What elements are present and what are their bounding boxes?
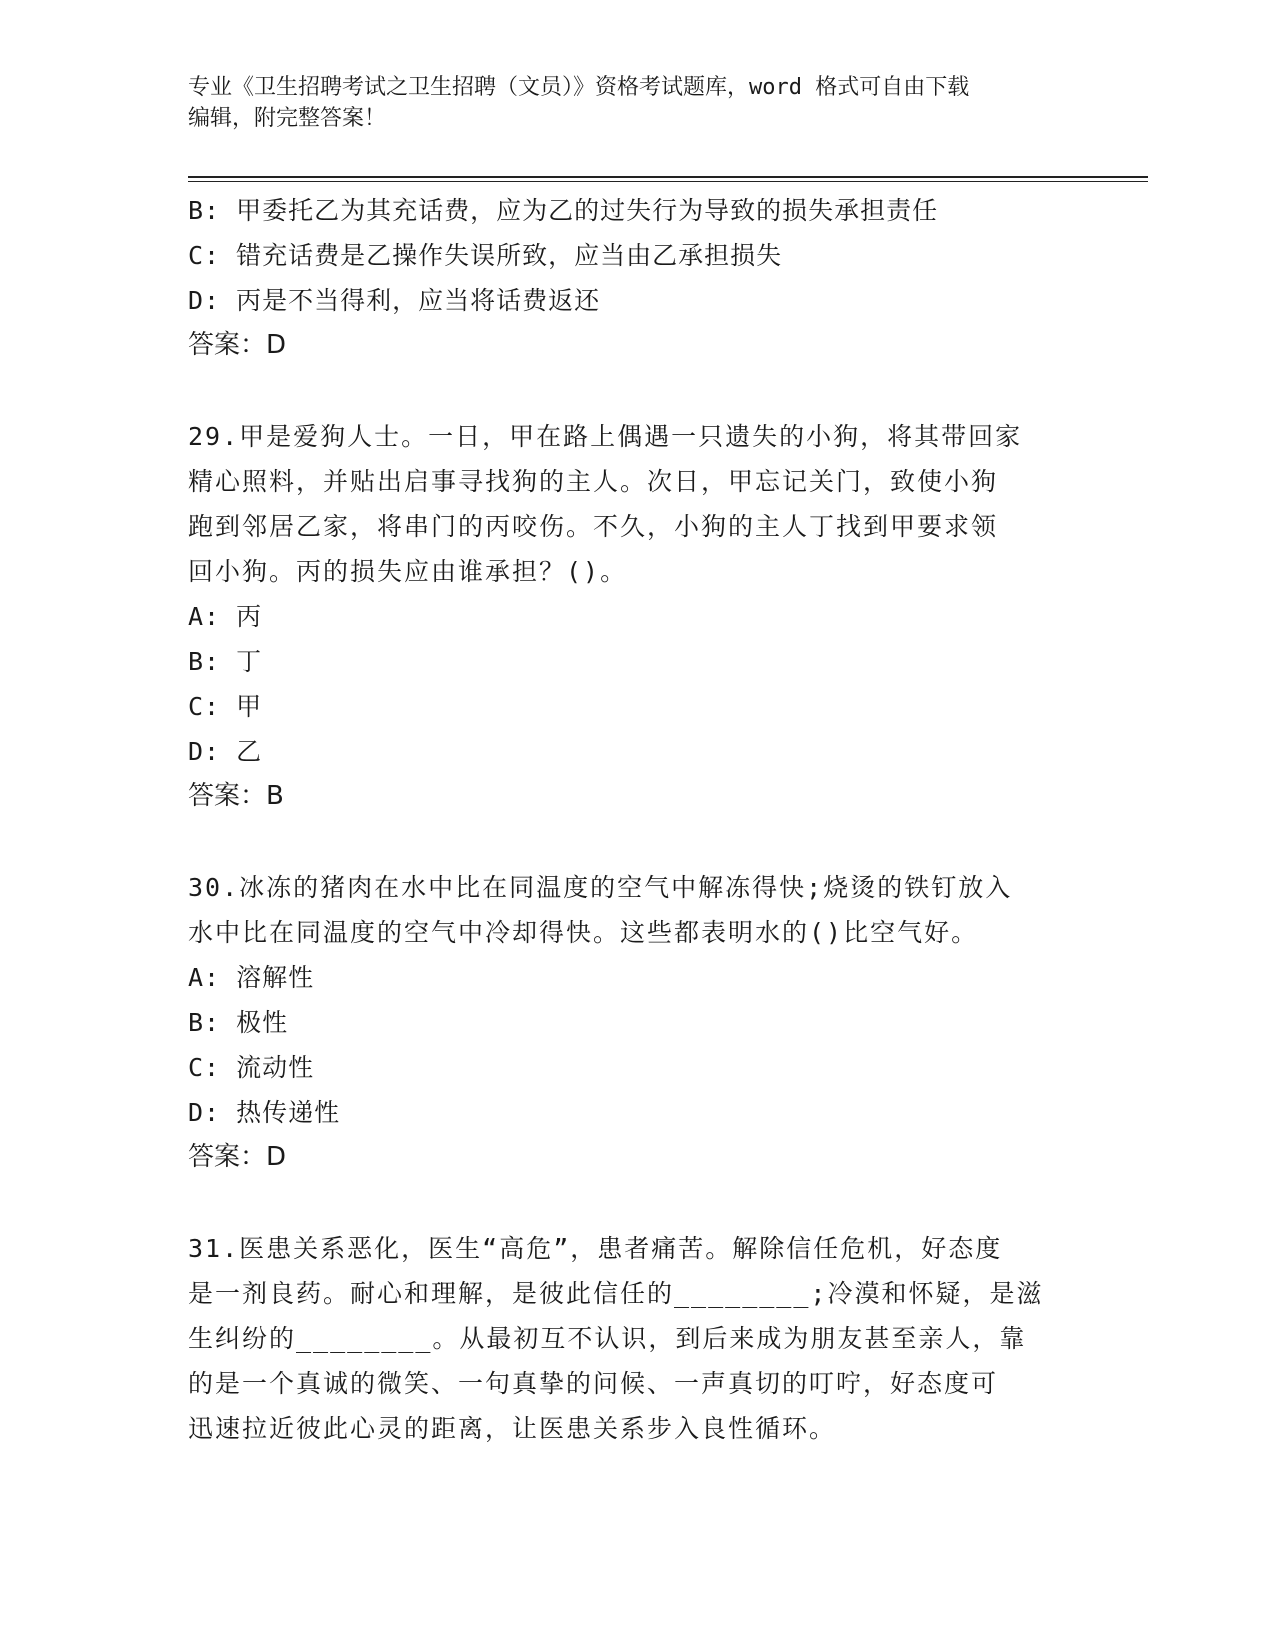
stem-line: 回小狗。丙的损失应由谁承担？()。 [188, 557, 628, 586]
option-d: D: 热传递性 [188, 1098, 341, 1127]
stem-line: 的是一个真诚的微笑、一句真挚的问候、一声真切的叮咛，好态度可 [188, 1369, 999, 1398]
option-c: C: 错充话费是乙操作失误所致，应当由乙承担损失 [188, 241, 783, 270]
option-b: B: 极性 [188, 1008, 289, 1037]
header-line-2: 编辑，附完整答案！ [188, 106, 387, 131]
header-divider [188, 176, 1148, 182]
answer: 答案：D [188, 1142, 287, 1172]
question-list [188, 188, 1088, 1451]
stem-line: 31.医患关系恶化，医生“高危”，患者痛苦。解除信任危机，好态度 [188, 1234, 1003, 1263]
answer: 答案：B [188, 781, 284, 811]
stem-line: 是一剂良药。耐心和理解，是彼此信任的________;冷漠和怀疑，是滋 [188, 1279, 1044, 1308]
option-d: D: 丙是不当得利，应当将话费返还 [188, 286, 601, 315]
stem-line: 30.冰冻的猪肉在水中比在同温度的空气中解冻得快;烧烫的铁钉放入 [188, 873, 1013, 902]
question-31 [188, 1226, 1088, 1451]
question-30 [188, 865, 1088, 1180]
option-b: B: 丁 [188, 647, 263, 676]
question-28-tail [188, 188, 1088, 368]
header-line-1: 专业《卫生招聘考试之卫生招聘（文员）》资格考试题库，word 格式可自由下载 [188, 75, 970, 100]
stem-line: 跑到邻居乙家，将串门的丙咬伤。不久，小狗的主人丁找到甲要求领 [188, 512, 999, 541]
stem-line: 迅速拉近彼此心灵的距离，让医患关系步入良性循环。 [188, 1414, 837, 1443]
option-a: A: 丙 [188, 602, 263, 631]
stem-line: 生纠纷的________。从最初互不认识，到后来成为朋友甚至亲人，靠 [188, 1324, 1027, 1353]
option-c: C: 甲 [188, 692, 263, 721]
option-c: C: 流动性 [188, 1053, 315, 1082]
question-stem [188, 414, 1088, 594]
option-a: A: 溶解性 [188, 963, 315, 992]
question-stem [188, 1226, 1088, 1451]
stem-line: 精心照料，并贴出启事寻找狗的主人。次日，甲忘记关门，致使小狗 [188, 467, 999, 496]
answer: 答案：D [188, 330, 287, 360]
document-header [188, 72, 1068, 134]
option-b: B: 甲委托乙为其充话费，应为乙的过失行为导致的损失承担责任 [188, 196, 939, 225]
question-stem [188, 865, 1088, 955]
option-d: D: 乙 [188, 737, 263, 766]
stem-line: 水中比在同温度的空气中冷却得快。这些都表明水的()比空气好。 [188, 918, 979, 947]
stem-line: 29.甲是爱狗人士。一日，甲在路上偶遇一只遗失的小狗，将其带回家 [188, 422, 1023, 451]
question-29 [188, 414, 1088, 819]
